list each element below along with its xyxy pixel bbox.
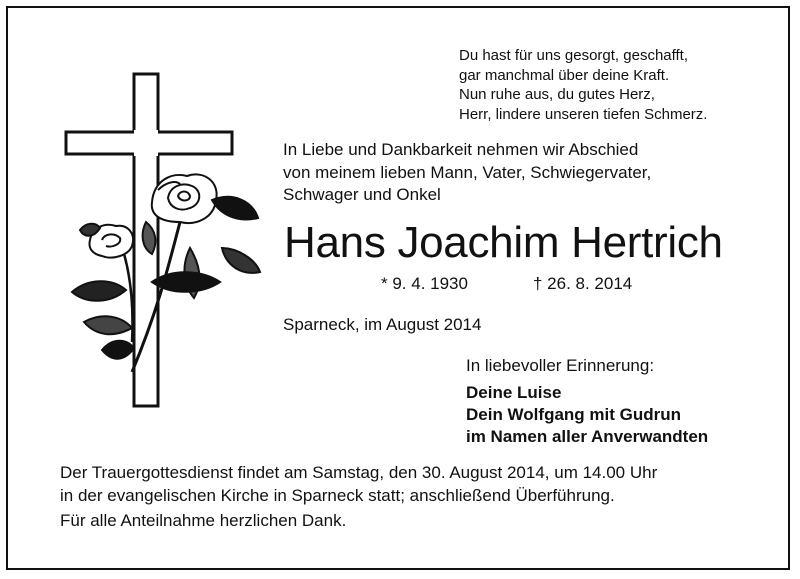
place-and-date: Sparneck, im August 2014	[283, 315, 482, 334]
mourner: Deine Luise	[466, 383, 562, 402]
funeral-service-info	[60, 462, 657, 507]
poem-line: Du hast für uns gesorgt, geschafft,	[459, 47, 689, 64]
poem-line: Herr, lindere unseren tiefen Schmerz.	[459, 105, 708, 123]
rose-icon	[72, 174, 260, 372]
farewell-line: Schwager und Onkel	[283, 185, 441, 204]
mourner: im Namen aller Anverwandten	[466, 427, 709, 446]
deceased-name: Hans Joachim Hertrich	[284, 218, 723, 267]
thanks-text: Für alle Anteilnahme herzlichen Dank.	[60, 511, 347, 530]
mourners-list	[466, 382, 708, 448]
mourner: Dein Wolfgang mit Gudrun	[466, 405, 681, 424]
cross-with-roses-illustration	[62, 72, 262, 412]
farewell-text	[283, 139, 651, 207]
poem	[459, 46, 707, 124]
poem-line: gar manchmal über deine Kraft.	[459, 66, 670, 84]
poem-line: Nun ruhe aus, du gutes Herz,	[459, 86, 655, 103]
service-line: Der Trauergottesdienst findet am Samstag, den 30. August 2014, um 14.00 Uhr	[60, 463, 658, 482]
farewell-line: von meinem lieben Mann, Vater, Schwiegervater,	[283, 162, 652, 182]
death-date: † 26. 8. 2014	[533, 274, 633, 293]
farewell-line: In Liebe und Dankbarkeit nehmen wir Abschied	[283, 140, 639, 159]
service-line: in der evangelischen Kirche in Sparneck statt; anschließend Überführung.	[60, 485, 615, 505]
remembrance-heading: In liebevoller Erinnerung:	[466, 356, 655, 375]
birth-date: * 9. 4. 1930	[381, 274, 468, 293]
